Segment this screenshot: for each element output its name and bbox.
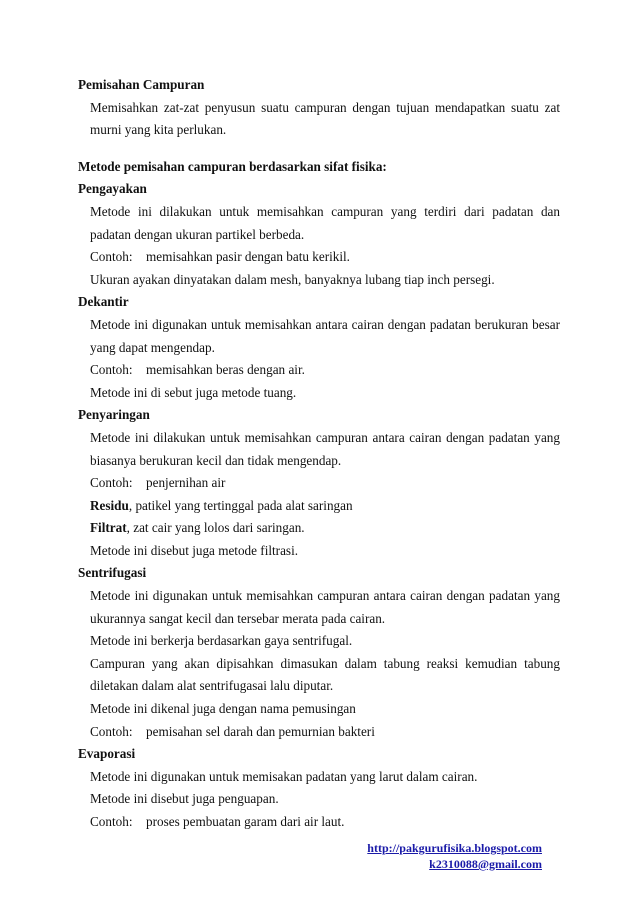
example-label: Contoh: <box>90 249 133 265</box>
penyaringan-desc: Metode ini dilakukan untuk memisahkan campuran antara cairan dengan padatan yang biasanya berukuran kecil dan tidak mengendap. <box>90 429 560 468</box>
heading-evaporasi: Evaporasi <box>78 746 136 762</box>
sentrifugasi-example <box>90 721 560 744</box>
document-body <box>78 74 560 834</box>
pengayakan-example <box>90 246 560 269</box>
footer-email-link[interactable]: k2310088@gmail.com <box>429 857 542 871</box>
heading-dekantir: Dekantir <box>78 294 129 310</box>
example-text: pemisahan sel darah dan pemurnian bakteri <box>146 723 375 739</box>
example-text: proses pembuatan garam dari air laut. <box>146 814 345 829</box>
residu-term: Residu <box>90 497 129 513</box>
evaporasi-desc: Metode ini digunakan untuk memisakan padatan yang larut dalam cairan. <box>90 768 478 784</box>
section-subtitle: Metode pemisahan campuran berdasarkan sifat fisika: <box>78 158 387 174</box>
spacer <box>78 142 560 156</box>
example-label: Contoh: <box>90 723 133 739</box>
example-label: Contoh: <box>90 814 133 829</box>
pengayakan-note: Ukuran ayakan dinyatakan dalam mesh, banyaknya lubang tiap inch persegi. <box>90 271 495 287</box>
example-text: memisahkan pasir dengan batu kerikil. <box>146 249 350 265</box>
sentrifugasi-procedure: Campuran yang akan dipisahkan dimasukan dalam tabung reaksi kemudian tabung diletakan dalam alat sentrifugasai lalu diputar. <box>90 655 560 694</box>
penyaringan-note: Metode ini disebut juga metode filtrasi. <box>90 542 299 558</box>
dekantir-example <box>90 359 560 382</box>
heading-pengayakan: Pengayakan <box>78 181 147 197</box>
sentrifugasi-desc: Metode ini digunakan untuk memisahkan campuran antara cairan dengan padatan yang ukurannya sangat kecil dan tersebar merata pada cairan. <box>90 588 560 626</box>
heading-penyaringan: Penyaringan <box>78 407 150 423</box>
penyaringan-example <box>90 472 560 495</box>
footer <box>367 840 542 872</box>
filtrat-term: Filtrat <box>90 520 127 536</box>
dekantir-note: Metode ini di sebut juga metode tuang. <box>90 384 297 400</box>
example-text: penjernihan air <box>146 475 226 491</box>
evaporasi-note: Metode ini disebut juga penguapan. <box>90 791 279 807</box>
pengayakan-desc: Metode ini dilakukan untuk memisahkan campuran yang terdiri dari padatan dan padatan dengan ukuran partikel berbeda. <box>90 203 560 242</box>
filtrat-definition: , zat cair yang lolos dari saringan. <box>126 520 305 536</box>
filtrat-line <box>90 517 560 540</box>
page-title: Pemisahan Campuran <box>78 77 205 92</box>
residu-definition: , patikel yang tertinggal pada alat saringan <box>128 497 353 513</box>
example-label: Contoh: <box>90 362 133 378</box>
dekantir-desc: Metode ini digunakan untuk memisahkan antara cairan dengan padatan berukuran besar yang dapat mengendap. <box>90 316 560 355</box>
evaporasi-example <box>90 811 560 834</box>
heading-sentrifugasi: Sentrifugasi <box>78 565 147 581</box>
example-text: memisahkan beras dengan air. <box>146 362 305 378</box>
residu-line <box>90 495 560 518</box>
sentrifugasi-principle: Metode ini berkerja berdasarkan gaya sentrifugal. <box>90 633 353 649</box>
footer-url-link[interactable]: http://pakgurufisika.blogspot.com <box>367 841 542 855</box>
intro-paragraph: Memisahkan zat-zat penyusun suatu campuran dengan tujuan mendapatkan suatu zat murni yang kita perlukan. <box>90 99 560 138</box>
example-label: Contoh: <box>90 475 133 491</box>
sentrifugasi-note: Metode ini dikenal juga dengan nama pemusingan <box>90 701 356 717</box>
